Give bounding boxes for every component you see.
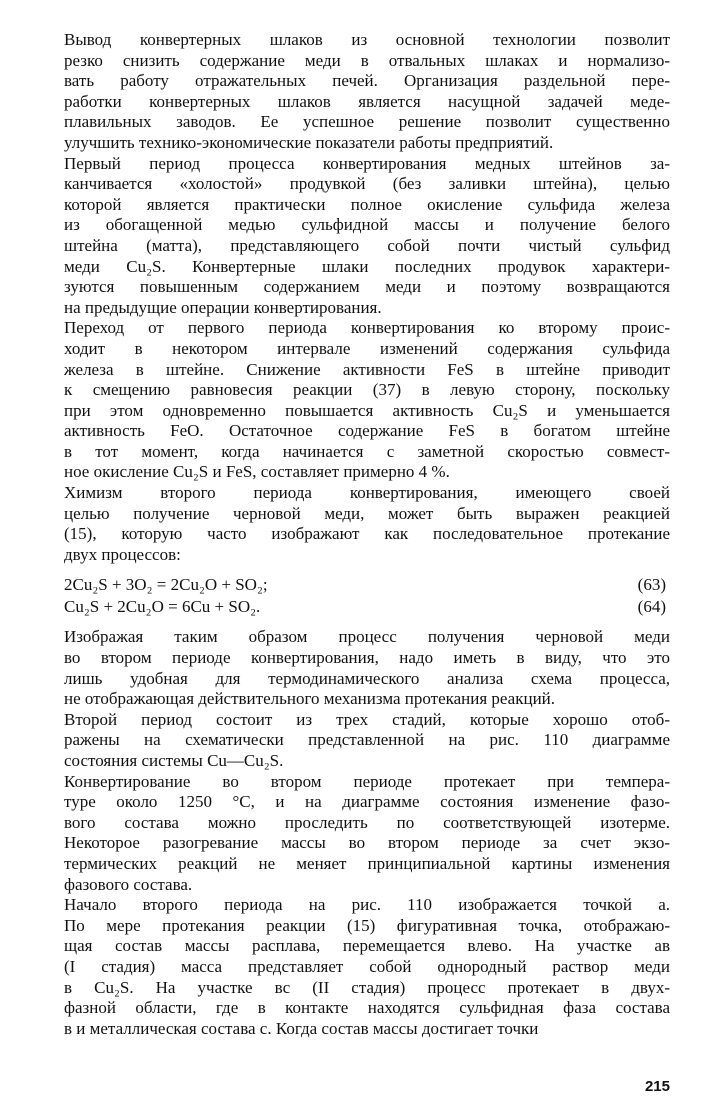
paragraph-5 [64, 627, 670, 709]
equations-block [64, 574, 670, 618]
text-line: ное окисление Cu₂S и FeS, составляет примерно 4 %. [64, 462, 450, 482]
text-line: улучшить технико-экономические показатели работы предприятий. [64, 132, 554, 152]
equation-formula: 2Cu₂S + 3O₂ = 2Cu₂O + SO₂; [64, 575, 268, 595]
text-line: Химизм второго периода конвертирования, имеющего своей [64, 483, 670, 503]
text-line: железа в штейне. Снижение активности FeS в штейне приводит [64, 359, 670, 379]
paragraph-6 [64, 710, 670, 772]
text-line: из обогащенной медью сульфидной массы и получение белого [64, 215, 670, 235]
text-line: лишь удобная для термодинамического анализа схема процесса, [64, 668, 670, 688]
equation-64 [64, 596, 670, 618]
text-line: меди Cu₂S. Конвертерные шлаки последних продувок характери- [64, 256, 670, 276]
text-line: термических реакций не меняет принципиальной картины изменения [64, 853, 670, 873]
text-line: зуются повышенным содержанием меди и поэтому возвращаются [64, 277, 670, 297]
text-line: (15), которую часто изображают как последовательное протекание [64, 524, 670, 544]
text-line: Первый период процесса конвертирования медных штейнов за- [64, 153, 670, 173]
text-line: плавильных заводов. Ее успешное решение позволит существенно [64, 112, 670, 132]
text-line: в тот момент, когда начинается с заметной скоростью совмест- [64, 441, 670, 461]
equation-63 [64, 574, 670, 596]
text-line: в Cu₂S. На участке вc (II стадия) процесс протекает в двух- [64, 977, 670, 997]
text-line: ражены на схематически представленной на рис. 110 диаграмме [64, 730, 670, 750]
text-line: туре около 1250 °C, и на диаграмме состояния изменение фазо- [64, 792, 670, 812]
equation-number: (64) [637, 597, 666, 617]
text-line: работки конвертерных шлаков является насущной задачей меде- [64, 91, 670, 111]
text-line: не отображающая действительного механизма протекания реакций. [64, 689, 556, 709]
text-line: Переход от первого периода конвертирования ко второму проис- [64, 318, 670, 338]
paragraph-1 [64, 30, 670, 154]
text-line: двух процессов: [64, 544, 181, 564]
text-line: ходит в некотором интервале изменений содержания сульфида [64, 338, 670, 358]
text-line: резко снизить содержание меди в отвальных шлаках и нормализо- [64, 50, 670, 70]
paragraph-8 [64, 895, 670, 1039]
text-line: при этом одновременно повышается активность Cu₂S и уменьшается [64, 400, 670, 420]
text-line: канчивается «холостой» продувкой (без заливки штейна), целью [64, 174, 670, 194]
text-line: вого состава можно проследить по соответствующей изотерме. [64, 812, 670, 832]
text-line: во втором периоде конвертирования, надо иметь в виду, что это [64, 648, 670, 668]
text-line: Второй период состоит из трех стадий, которые хорошо отоб- [64, 709, 670, 729]
equation-number: (63) [637, 575, 666, 595]
text-line: в и металлическая состава c. Когда состав массы достигает точки [64, 1018, 539, 1038]
text-line: Конвертирование во втором периоде протекает при темпера- [64, 771, 670, 791]
equation-formula: Cu₂S + 2Cu₂O = 6Cu + SO₂. [64, 597, 261, 617]
text-line: вать работу отражательных печей. Организация раздельной пере- [64, 71, 670, 91]
text-line: Изображая таким образом процесс получения черновой меди [64, 627, 670, 647]
text-line: щая состав массы расплава, перемещается влево. На участке aв [64, 936, 670, 956]
text-line: Начало второго периода на рис. 110 изображается точкой a. [64, 895, 670, 915]
text-line: Некоторое разогревание массы во втором периоде за счет экзо- [64, 833, 670, 853]
text-line: (I стадия) масса представляет собой однородный раствор меди [64, 956, 670, 976]
paragraph-3 [64, 318, 670, 483]
text-line: целью получение черновой меди, может быть выражен реакцией [64, 503, 670, 523]
page-number: 215 [644, 1078, 670, 1095]
text-line: к смещению равновесия реакции (37) в левую сторону, поскольку [64, 380, 670, 400]
text-line: состояния системы Cu—Cu₂S. [64, 751, 284, 770]
text-line: Вывод конвертерных шлаков из основной технологии позволит [64, 30, 670, 49]
text-line: По мере протекания реакции (15) фигуративная точка, отображаю- [64, 915, 670, 935]
text-line: штейна (матта), представляющего собой почти чистый сульфид [64, 235, 670, 255]
paragraph-4 [64, 483, 670, 565]
text-line: фазной области, где в контакте находятся сульфидная фаза состава [64, 998, 670, 1018]
text-line: которой является практически полное окисление сульфида железа [64, 194, 670, 214]
text-line: активность FeO. Остаточное содержание FeS в богатом штейне [64, 421, 670, 441]
text-line: фазового состава. [64, 874, 193, 894]
paragraph-7 [64, 772, 670, 896]
text-line: на предыдущие операции конвертирования. [64, 297, 382, 317]
paragraph-2 [64, 154, 670, 319]
